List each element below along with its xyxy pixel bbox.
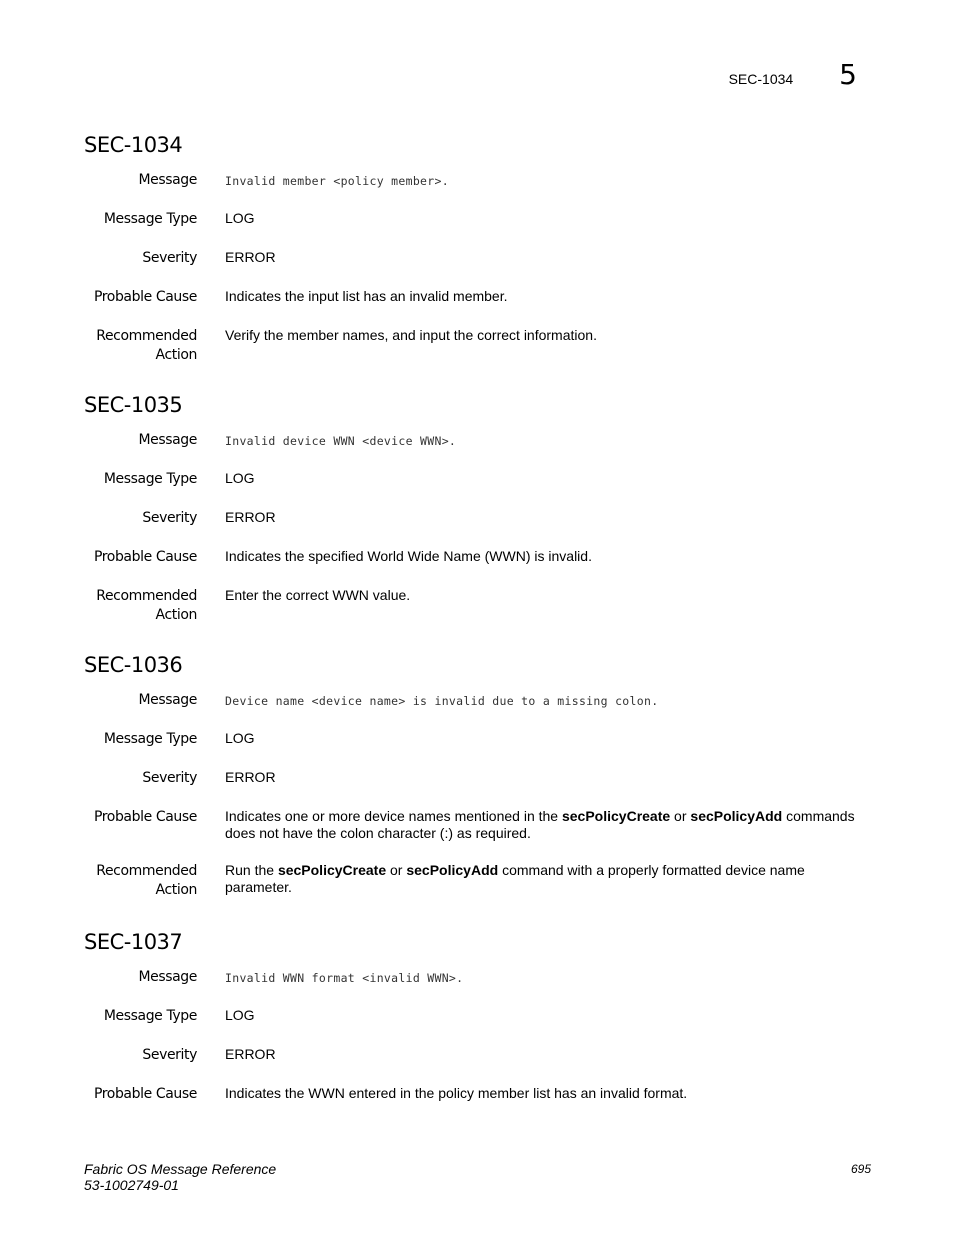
field-value: Indicates the input list has an invalid member. [225,288,508,304]
field-label: Probable Cause [93,809,197,825]
field-label: Severity [142,510,197,526]
text-segment: or [386,862,407,878]
text-segment: commands does not have the colon character (:) as required. [225,808,855,841]
field-probable-cause [84,548,874,567]
field-value: Indicates the WWN entered in the policy member list has an invalid format. [225,1085,688,1101]
section-title: SEC-1035 [84,393,183,417]
field-value: LOG [225,210,255,226]
field-value: ERROR [225,1046,276,1062]
text-segment: or [670,808,691,824]
field-label: Severity [142,770,197,786]
field-label: Message [138,692,197,708]
field-severity [84,769,874,788]
field-recommended-action [84,862,874,900]
field-label: Recommended Action [96,588,197,623]
section-title: SEC-1036 [84,653,183,677]
section-sec-1037 [84,930,874,1104]
field-value: ERROR [225,509,276,525]
field-message-type [84,730,874,749]
page-number: 695 [850,1162,871,1176]
field-label: Probable Cause [93,1086,197,1102]
field-label: Severity [142,1047,197,1063]
command-name: secPolicyAdd [406,862,499,878]
message-text: Device name <device name> is invalid due to a missing colon. [225,694,659,708]
field-message-type [84,210,874,229]
text-segment: command with a properly formatted device name parameter. [225,862,805,895]
page-footer [84,1161,871,1193]
field-label: Message [138,172,197,188]
footer-doc-number: 53-1002749-01 [84,1177,179,1193]
section-sec-1035 [84,393,874,625]
field-probable-cause [84,1085,874,1104]
message-text: Invalid member <policy member>. [225,174,449,188]
field-value: Enter the correct WWN value. [225,587,411,603]
field-message [84,968,874,987]
message-text: Invalid WWN format <invalid WWN>. [225,971,464,985]
section-title: SEC-1037 [84,930,183,954]
field-message [84,171,874,190]
running-head [729,58,857,91]
field-label: Message Type [103,731,197,747]
field-label: Message [138,432,197,448]
field-label: Recommended Action [96,328,197,363]
field-label: Severity [142,250,197,266]
field-label: Message Type [103,471,197,487]
field-label: Message [138,969,197,985]
field-probable-cause [84,808,874,842]
field-value [225,862,815,896]
command-name: secPolicyCreate [277,862,387,878]
field-probable-cause [84,288,874,307]
field-message [84,691,874,710]
field-label: Message Type [103,211,197,227]
chapter-number: 5 [839,58,857,91]
command-name: secPolicyAdd [690,808,783,824]
field-value [225,808,865,842]
field-message [84,431,874,450]
field-label: Message Type [103,1008,197,1024]
text-segment: Indicates one or more device names mentioned in the [225,808,562,824]
field-label: Probable Cause [93,549,197,565]
running-head-message-id: SEC-1034 [728,71,794,87]
field-severity [84,509,874,528]
field-severity [84,249,874,268]
field-value: LOG [225,1007,255,1023]
field-value: ERROR [225,249,276,265]
command-name: secPolicyCreate [561,808,671,824]
field-value: ERROR [225,769,276,785]
section-sec-1036 [84,653,874,900]
field-message-type [84,470,874,489]
message-text: Invalid device WWN <device WWN>. [225,434,457,448]
field-value: LOG [225,470,255,486]
section-title: SEC-1034 [84,133,183,157]
field-label: Probable Cause [93,289,197,305]
field-value: Verify the member names, and input the correct information. [225,327,597,343]
field-severity [84,1046,874,1065]
field-message-type [84,1007,874,1026]
footer-title: Fabric OS Message Reference [84,1161,277,1177]
text-segment: Run the [225,862,278,878]
field-label: Recommended Action [96,863,197,898]
field-recommended-action [84,587,874,625]
field-recommended-action [84,327,874,365]
section-sec-1034 [84,133,874,365]
field-value: LOG [225,730,255,746]
field-value: Indicates the specified World Wide Name (WWN) is invalid. [225,548,592,564]
